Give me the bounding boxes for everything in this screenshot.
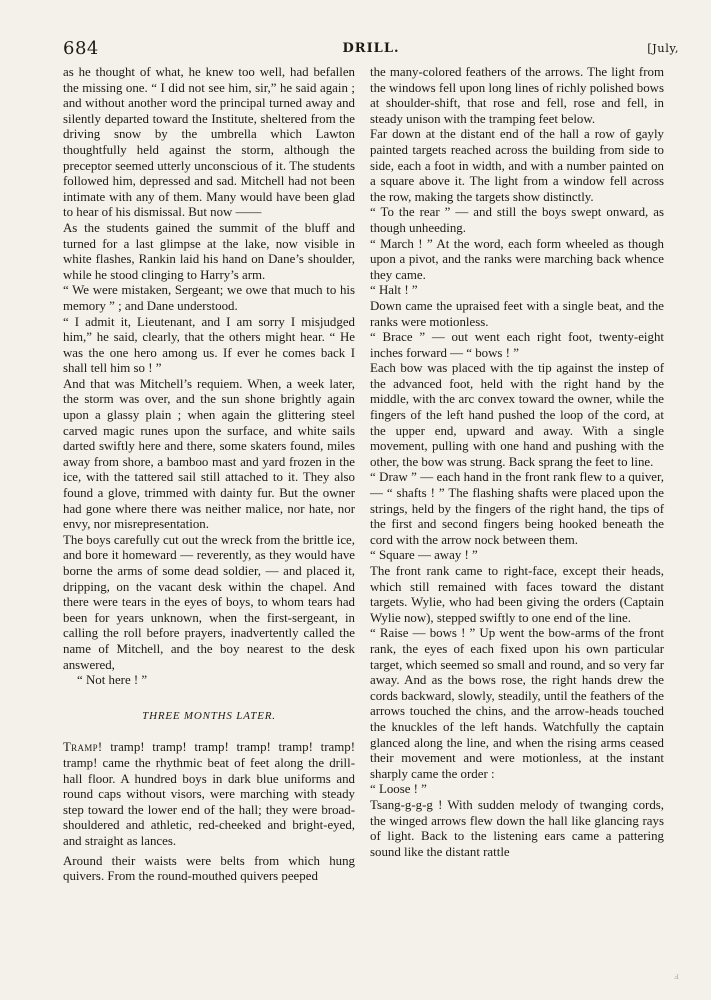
paragraph: “ March ! ” At the word, each form wheeled as though upon a pivot, and the ranks were marching back whence they came.	[370, 236, 664, 282]
paragraph: As the students gained the summit of the bluff and turned for a last glimpse at the lake, now visible in white flashes, Rankin laid his hand on Dane’s shoulder, while he stood clinging to Harry’s arm.	[63, 220, 355, 282]
paragraph: “ Not here ! ”	[77, 673, 148, 688]
lead-word: Tramp!	[63, 740, 103, 755]
corner-mark: ⅎ	[674, 972, 679, 982]
paragraph: “ Square — away ! ”	[370, 548, 478, 563]
paragraph: The boys carefully cut out the wreck from the brittle ice, and bore it homeward — reverently, as they would have borne the arms of some dead soldier, — and placed it, dripping, on the vacant desk within the chapel. And there were tears in the eyes of boys, to whom tears had been for years unknown, when the first-sergeant, in calling the roll before prayers, inadvertently called the name of Mitchell, and the boy nearest to the desk answered,	[63, 532, 355, 672]
section-heading: THREE MONTHS LATER.	[142, 709, 276, 722]
paragraph: “ Loose ! ”	[370, 782, 427, 797]
paragraph: Down came the upraised feet with a single beat, and the ranks were motionless.	[370, 298, 664, 329]
paragraph: the many-colored feathers of the arrows. The light from the windows fell upon long lines of richly polished bows at shoulder-shift, that rose and fell, rose and fell, in steady unison with the tramping feet below.	[370, 65, 664, 126]
running-title: DRILL.	[342, 41, 400, 56]
paragraph: “ Halt ! ”	[370, 283, 418, 298]
running-head	[63, 38, 679, 62]
paragraph: Around their waists were belts from which hung quivers. From the round-mouthed quivers peeped	[63, 853, 355, 884]
paragraph-text: tramp! tramp! tramp! tramp! tramp! tramp! tramp! came the rhythmic beat of feet along the drill-hall floor. A hundred boys in dark blue uniforms and round caps without visors, were marching with steady step toward the lower end of the hall; they were broad-shouldered and athletic, red-cheeked and bright-eyed, and straight as lances.	[63, 740, 355, 848]
paragraph: Far down at the distant end of the hall a row of gayly painted targets reached across the building from side to side, each a foot in width, and with a number painted on a square above it. The light from a window fell across the row, making the targets show distinctly.	[370, 127, 664, 204]
issue-month: [July,	[647, 41, 679, 55]
right-column	[370, 65, 664, 860]
paragraph: “ Brace ” — out went each right foot, twenty-eight inches forward — “ bows ! ”	[370, 330, 664, 360]
page-number: 684	[63, 38, 99, 59]
paragraph: Each bow was placed with the tip against the instep of the advanced foot, held with the right hand by the middle, with the arc convex toward the owner, while the fingers of the left hand pushed the loop of the cord, at the upper end, upward and away. With a single movement, pulling with one hand and pushing with the other, the bow was strung. Back sprang the feet to line.	[370, 361, 664, 469]
paragraph: “ Draw ” — each hand in the front rank flew to a quiver, — “ shafts ! ” The flashing shafts were placed upon the strings, held by the fingers of the right hand, the tips of the first and second fingers being hooked beneath the cord with the arrow nock between them.	[370, 470, 664, 547]
left-column	[63, 65, 355, 885]
paragraph: And that was Mitchell’s requiem. When, a week later, the storm was over, and the sun shone brightly again upon a glassy plain ; when again the glittering steel carved magic runes upon the surface, and white sails darted swiftly here and there, some skaters found, miles away from shore, a bamboo mast and yard frozen in the ice, with the tattered sail still attached to it. They also found a glove, trimmed with dainty fur. But the owner had gone where there was neither malice, nor hate, nor envy, nor misrepresentation.	[63, 376, 355, 532]
paragraph	[63, 740, 355, 849]
paragraph: The front rank came to right-face, except their heads, which still remained with faces toward the distant targets. Wylie, who had been giving the orders (Captain Wylie now), stepped swiftly to one end of the line.	[370, 564, 664, 625]
paragraph: Tsang-g-g-g ! With sudden melody of twanging cords, the winged arrows flew down the hall like glancing rays of light. Back to the listening ears came a pattering sound like the distant rattle	[370, 797, 664, 859]
paragraph: as he thought of what, he knew too well, had befallen the missing one. “ I did not see him, sir,” he said again ; and without another word the principal turned away and silently departed toward the Institute, sheltered from the driving snow by the umbrella which Lawton thoughtfully held against the storm, although the preceptor seemed utterly unconscious of it. The students followed him, depressed and sad. Mitchell had not been intimate with any of them. Many would have been glad to hear of his dismissal. But now ——	[63, 65, 355, 220]
paragraph: “ Raise — bows ! ” Up went the bow-arms of the front rank, the eyes of each fixed upon his own particular target, which seemed so small and round, and so very far away. And as the bows rose, the right hands drew the cords backward, slowly, steadily, until the feathers of the arrows touched the chins, and the arrow-heads touched the knuckles of the left hands. Watchfully the captain glanced along the line, and when the rising arms ceased their movement and were motionless, at the instant sharply came the order :	[370, 626, 664, 781]
paragraph: “ I admit it, Lieutenant, and I am sorry I misjudged him,” he said, clearly, that the others might hear. “ He was the one hero among us. If ever he comes back I shall tell him so ! ”	[63, 314, 355, 376]
paragraph: “ To the rear ” — and still the boys swept onward, as though unheeding.	[370, 205, 664, 235]
paragraph: “ We were mistaken, Sergeant; we owe that much to his memory ” ; and Dane understood.	[63, 283, 355, 313]
